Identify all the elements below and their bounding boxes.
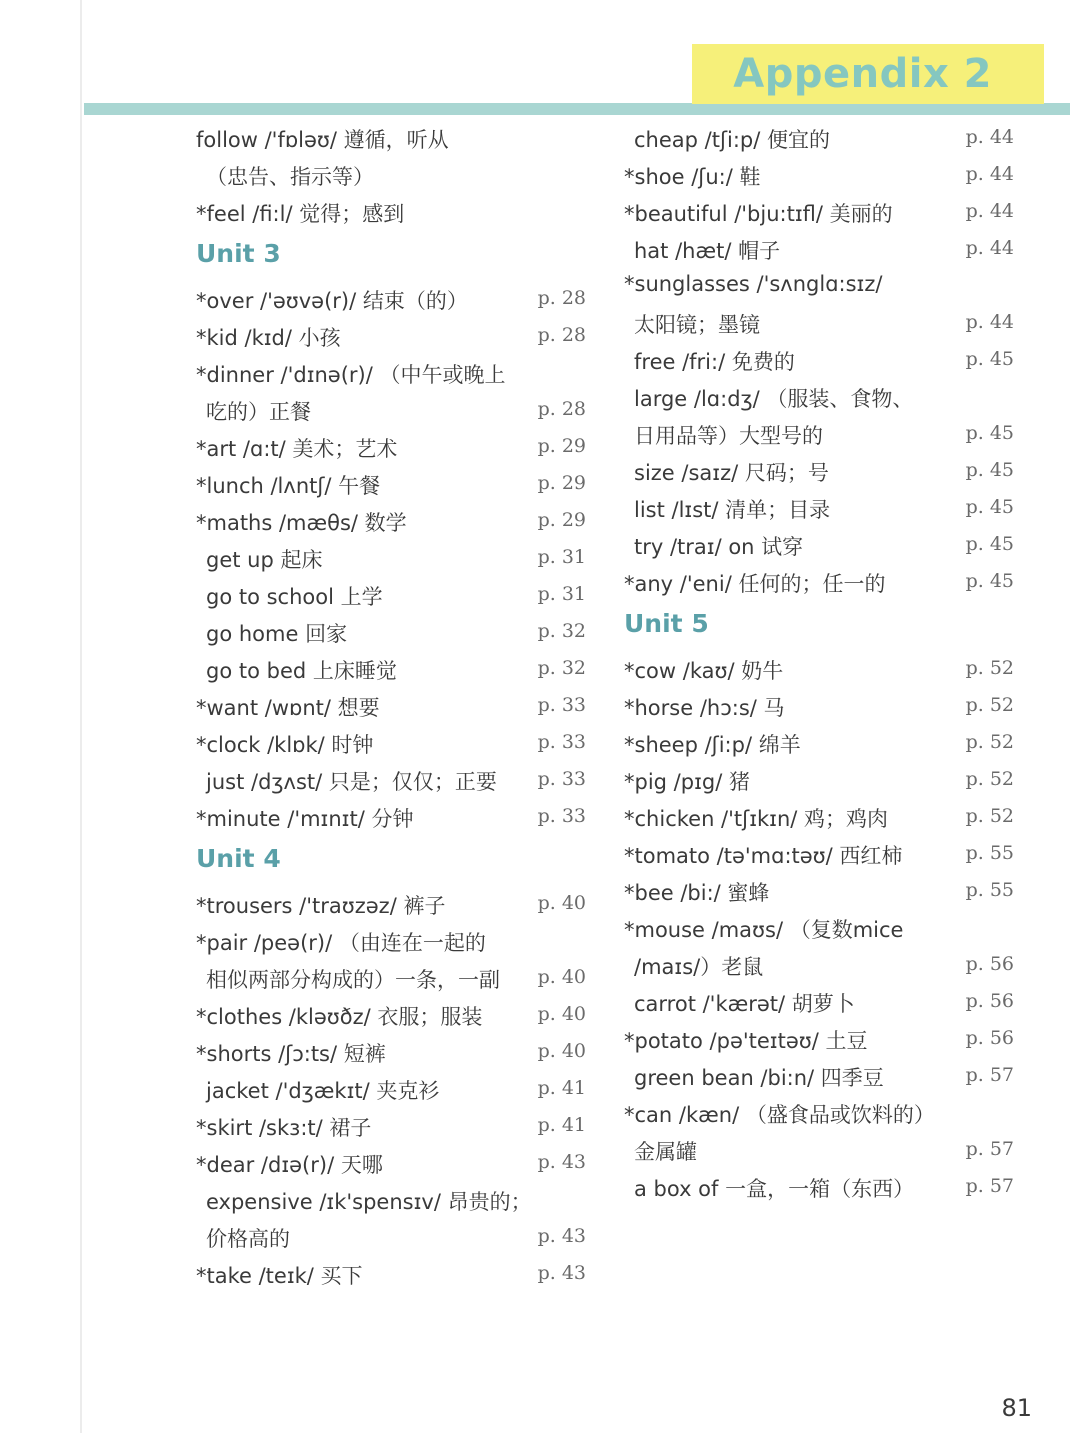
vocab-entry <box>196 390 596 427</box>
vocab-entry <box>196 884 596 921</box>
page-reference: p. 44 <box>965 163 1014 185</box>
right-column <box>624 118 1024 1204</box>
vocab-text: *bee /bi:/ 蜜蜂 <box>624 881 770 905</box>
vocab-text: a box of 一盒，一箱（东西） <box>634 1177 915 1201</box>
vocab-text: *potato /pə'teɪtəʊ/ 土豆 <box>624 1029 868 1053</box>
page-reference: p. 40 <box>537 1040 586 1062</box>
vocab-entry <box>196 1032 596 1069</box>
vocab-text: go home 回家 <box>206 622 348 646</box>
vocab-entry <box>196 575 596 612</box>
page-reference: p. 33 <box>537 805 586 827</box>
vocab-entry <box>196 316 596 353</box>
vocab-text: size /saɪz/ 尺码；号 <box>634 461 829 485</box>
vocab-text: large /lɑ:dʒ/ （服装、食物、 <box>634 387 914 411</box>
page-reference: p. 56 <box>965 1027 1014 1049</box>
vocab-entry <box>196 155 596 192</box>
vocab-entry <box>624 982 1024 1019</box>
vocab-entry <box>624 303 1024 340</box>
vocab-entry <box>196 612 596 649</box>
vocab-entry <box>196 797 596 834</box>
vocab-text: *beautiful /'bju:tɪfl/ 美丽的 <box>624 202 893 226</box>
vocab-text: *lunch /lʌntʃ/ 午餐 <box>196 474 381 498</box>
vocab-entry <box>624 797 1024 834</box>
vocab-entry <box>624 908 1024 945</box>
page-reference: p. 57 <box>965 1064 1014 1086</box>
page-reference: p. 29 <box>537 509 586 531</box>
vocab-entry <box>196 1106 596 1143</box>
vocab-text: *dear /dɪə(r)/ 天哪 <box>196 1153 383 1177</box>
page-reference: p. 43 <box>537 1262 586 1284</box>
page-reference: p. 44 <box>965 311 1014 333</box>
vocab-text: *feel /fi:l/ 觉得；感到 <box>196 202 405 226</box>
vocab-text: cheap /tʃi:p/ 便宜的 <box>634 128 831 152</box>
vocab-text: *shorts /ʃɔ:ts/ 短裤 <box>196 1042 386 1066</box>
page-reference: p. 44 <box>965 126 1014 148</box>
vocab-entry <box>624 723 1024 760</box>
vocab-entry <box>196 464 596 501</box>
vocab-entry <box>196 921 596 958</box>
vocab-text: （忠告、指示等） <box>206 165 374 189</box>
vocab-text: hat /hæt/ 帽子 <box>634 239 781 263</box>
vocab-text: *dinner /'dɪnə(r)/ （中午或晚上 <box>196 363 506 387</box>
vocab-entry <box>624 1130 1024 1167</box>
vocab-entry <box>624 1019 1024 1056</box>
vocab-text: *minute /'mɪnɪt/ 分钟 <box>196 807 414 831</box>
page-reference: p. 45 <box>965 348 1014 370</box>
vocab-text: *can /kæn/ （盛食品或饮料的） <box>624 1103 935 1127</box>
unit-heading-row <box>196 834 596 884</box>
vocab-entry <box>624 1093 1024 1130</box>
vocab-entry <box>624 414 1024 451</box>
page-reference: p. 45 <box>965 570 1014 592</box>
vocab-entry <box>624 118 1024 155</box>
vocab-entry <box>196 723 596 760</box>
vocab-text: go to bed 上床睡觉 <box>206 659 397 683</box>
page-reference: p. 43 <box>537 1225 586 1247</box>
vocab-text: *pair /peə(r)/ （由连在一起的 <box>196 931 486 955</box>
vocab-text: get up 起床 <box>206 548 323 572</box>
page-reference: p. 41 <box>537 1114 586 1136</box>
vocab-entry <box>624 871 1024 908</box>
page-reference: p. 55 <box>965 842 1014 864</box>
vocab-text: 吃的）正餐 <box>206 400 311 424</box>
page-reference: p. 44 <box>965 200 1014 222</box>
vocab-entry <box>624 1056 1024 1093</box>
vocab-text: /maɪs/）老鼠 <box>634 955 764 979</box>
page-reference: p. 29 <box>537 472 586 494</box>
vocab-entry <box>196 760 596 797</box>
page-reference: p. 52 <box>965 694 1014 716</box>
vocab-text: 金属罐 <box>634 1140 697 1164</box>
vocab-text: carrot /'kærət/ 胡萝卜 <box>634 992 855 1016</box>
page-reference: p. 52 <box>965 731 1014 753</box>
page-reference: p. 31 <box>537 546 586 568</box>
vocab-text: *chicken /'tʃɪkɪn/ 鸡；鸡肉 <box>624 807 889 831</box>
vocab-entry <box>624 686 1024 723</box>
vocab-text: just /dʒʌst/ 只是；仅仅；正要 <box>206 770 497 794</box>
page-reference: p. 55 <box>965 879 1014 901</box>
vocab-entry <box>196 118 596 155</box>
vocab-text: *horse /hɔ:s/ 马 <box>624 696 785 720</box>
page-reference: p. 28 <box>537 324 586 346</box>
vocab-entry <box>624 266 1024 303</box>
vocab-entry <box>196 501 596 538</box>
vocab-entry <box>196 538 596 575</box>
page-reference: p. 33 <box>537 694 586 716</box>
vocab-entry <box>624 451 1024 488</box>
vocab-entry <box>196 279 596 316</box>
vocab-text: 日用品等）大型号的 <box>634 424 823 448</box>
left-column <box>196 118 596 1291</box>
vocab-text: green bean /bi:n/ 四季豆 <box>634 1066 884 1090</box>
unit-heading: Unit 5 <box>624 609 709 638</box>
page-reference: p. 52 <box>965 657 1014 679</box>
vocab-entry <box>624 525 1024 562</box>
page-reference: p. 41 <box>537 1077 586 1099</box>
page-reference: p. 56 <box>965 953 1014 975</box>
page-reference: p. 33 <box>537 731 586 753</box>
vocab-text: 相似两部分构成的）一条，一副 <box>206 968 500 992</box>
page-reference: p. 33 <box>537 768 586 790</box>
page-reference: p. 40 <box>537 892 586 914</box>
vocab-text: *shoe /ʃu:/ 鞋 <box>624 165 761 189</box>
vocab-text: free /fri:/ 免费的 <box>634 350 795 374</box>
vocab-entry <box>624 1167 1024 1204</box>
vocab-text: *maths /mæθs/ 数学 <box>196 511 407 535</box>
vocab-entry <box>196 649 596 686</box>
vocab-text: jacket /'dʒækɪt/ 夹克衫 <box>206 1079 440 1103</box>
page-reference: p. 32 <box>537 657 586 679</box>
vocab-text: list /lɪst/ 清单；目录 <box>634 498 831 522</box>
page-reference: p. 40 <box>537 966 586 988</box>
page-reference: p. 45 <box>965 533 1014 555</box>
vocab-text: *trousers /'traʊzəz/ 裤子 <box>196 894 446 918</box>
vocab-text: *clock /klɒk/ 时钟 <box>196 733 374 757</box>
page-reference: p. 52 <box>965 768 1014 790</box>
vocab-entry <box>624 340 1024 377</box>
vocab-text: *art /ɑ:t/ 美术；艺术 <box>196 437 398 461</box>
vocab-entry <box>624 377 1024 414</box>
vocab-text: try /traɪ/ on 试穿 <box>634 535 804 559</box>
page-reference: p. 43 <box>537 1151 586 1173</box>
vocab-text: *sunglasses /'sʌnglɑ:sɪz/ <box>624 272 883 296</box>
page-reference: p. 28 <box>537 398 586 420</box>
vocab-entry <box>196 192 596 229</box>
vocab-text: *pig /pɪg/ 猪 <box>624 770 750 794</box>
vocab-entry <box>196 1254 596 1291</box>
page-reference: p. 44 <box>965 237 1014 259</box>
page-reference: p. 29 <box>537 435 586 457</box>
vocab-text: *sheep /ʃi:p/ 绵羊 <box>624 733 801 757</box>
vocab-text: *any /'eni/ 任何的；任一的 <box>624 572 886 596</box>
vocab-entry <box>196 353 596 390</box>
vocab-entry <box>624 945 1024 982</box>
vocab-entry <box>624 488 1024 525</box>
vocab-text: *over /'əʊvə(r)/ 结束（的） <box>196 289 468 313</box>
page-reference: p. 56 <box>965 990 1014 1012</box>
vocab-entry <box>624 229 1024 266</box>
page-reference: p. 57 <box>965 1138 1014 1160</box>
vocab-text: *cow /kaʊ/ 奶牛 <box>624 659 784 683</box>
vocab-text: go to school 上学 <box>206 585 383 609</box>
vocab-entry <box>196 1180 596 1217</box>
vocab-entry <box>196 427 596 464</box>
page-reference: p. 28 <box>537 287 586 309</box>
vocab-entry <box>624 834 1024 871</box>
vocab-text: 太阳镜；墨镜 <box>634 313 760 337</box>
vocab-entry <box>624 649 1024 686</box>
vocab-entry <box>196 995 596 1032</box>
unit-heading-row <box>196 229 596 279</box>
header-band <box>84 103 1070 115</box>
page-reference: p. 52 <box>965 805 1014 827</box>
page-reference: p. 45 <box>965 422 1014 444</box>
vocab-text: *tomato /tə'mɑ:təʊ/ 西红柿 <box>624 844 903 868</box>
unit-heading-row <box>624 599 1024 649</box>
vocab-text: *take /teɪk/ 买下 <box>196 1264 363 1288</box>
vocab-text: expensive /ɪk'spensɪv/ 昂贵的； <box>206 1190 532 1214</box>
appendix-title: Appendix 2 <box>733 51 992 97</box>
unit-heading: Unit 4 <box>196 844 281 873</box>
page-reference: p. 57 <box>965 1175 1014 1197</box>
unit-heading: Unit 3 <box>196 239 281 268</box>
page-reference: p. 31 <box>537 583 586 605</box>
vocab-entry <box>196 1069 596 1106</box>
page-number: 81 <box>1001 1394 1032 1422</box>
page-reference: p. 32 <box>537 620 586 642</box>
vocab-entry <box>196 1143 596 1180</box>
vocab-entry <box>624 155 1024 192</box>
vocab-entry <box>196 1217 596 1254</box>
page-reference: p. 40 <box>537 1003 586 1025</box>
vocab-entry <box>624 562 1024 599</box>
vocab-entry <box>624 192 1024 229</box>
page-reference: p. 45 <box>965 496 1014 518</box>
vocab-text: *clothes /kləʊðz/ 衣服；服装 <box>196 1005 483 1029</box>
vocab-text: *skirt /skɜ:t/ 裙子 <box>196 1116 372 1140</box>
vocab-text: 价格高的 <box>206 1227 290 1251</box>
vocab-text: *want /wɒnt/ 想要 <box>196 696 380 720</box>
vocab-entry <box>624 760 1024 797</box>
vocab-entry <box>196 686 596 723</box>
vocab-text: follow /'fɒləʊ/ 遵循，听从 <box>196 128 449 152</box>
vocab-entry <box>196 958 596 995</box>
appendix-label-box <box>692 44 1044 104</box>
page-spine <box>80 0 82 1433</box>
page-reference: p. 45 <box>965 459 1014 481</box>
vocab-text: *kid /kɪd/ 小孩 <box>196 326 341 350</box>
vocab-text: *mouse /maʊs/ （复数mice <box>624 918 904 942</box>
